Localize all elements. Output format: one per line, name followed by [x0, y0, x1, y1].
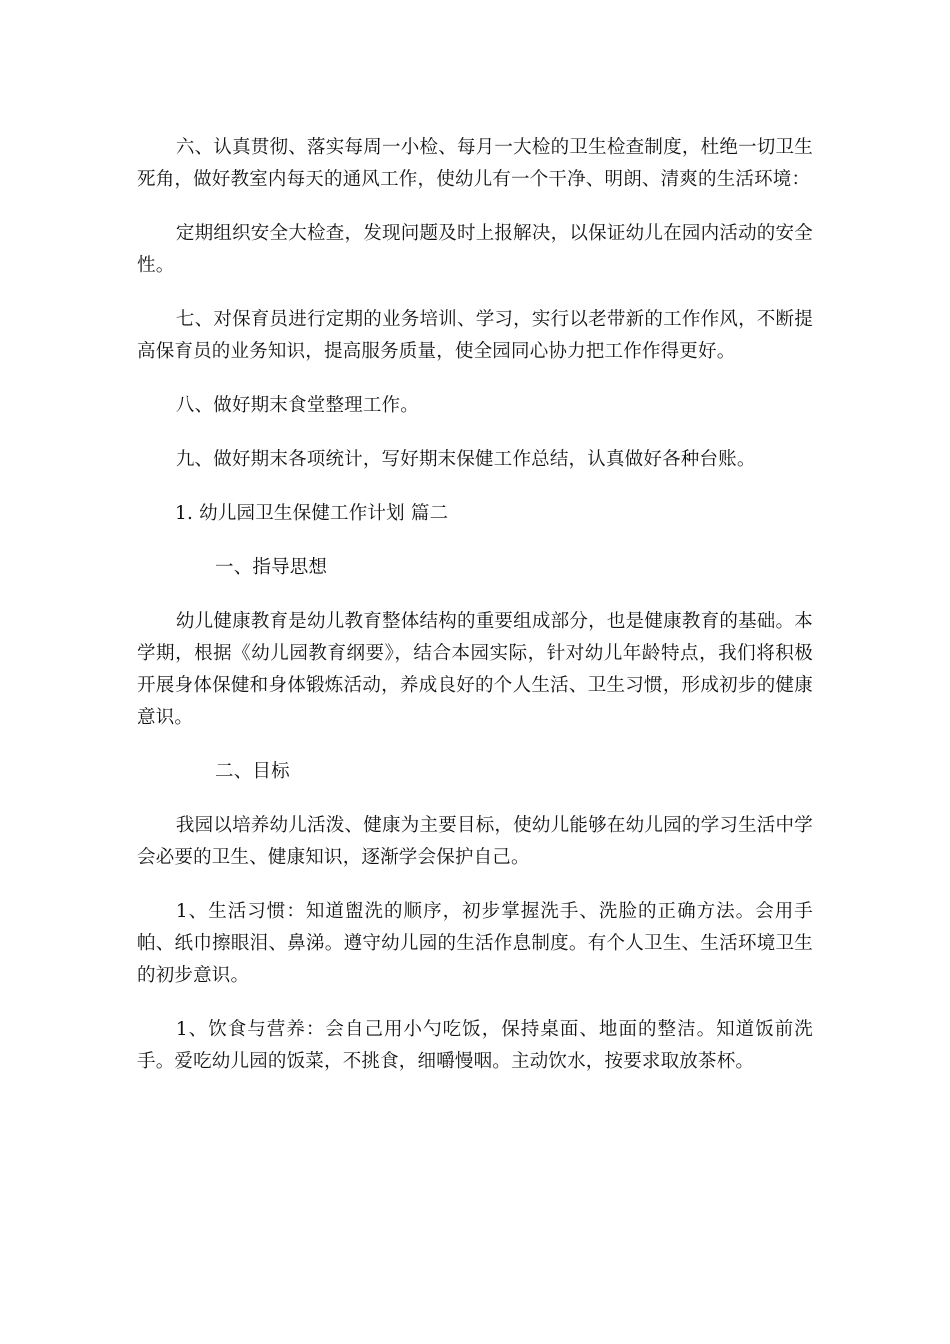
paragraph-eight: 八、做好期末食堂整理工作。 [175, 395, 419, 416]
paragraph-seven: 七、对保育员进行定期的业务培训、学习，实行以老带新的工作作风，不断提高保育员的业务知识，提高服务质量，使全园同心协力把工作作得更好。 [137, 309, 813, 362]
paragraph-nine: 九、做好期末各项统计，写好期末保健工作总结，认真做好各种台账。 [175, 449, 756, 470]
section-title: 1. 幼儿园卫生保健工作计划 篇二 [175, 503, 449, 524]
diet-paragraph: 1、饮食与营养：会自己用小勺吃饭，保持桌面、地面的整洁。知道饭前洗手。爱吃幼儿园的饭菜，不挑食，细嚼慢咽。主动饮水，按要求取放茶杯。 [137, 1019, 813, 1072]
guiding-paragraph: 幼儿健康教育是幼儿教育整体结构的重要组成部分，也是健康教育的基础。本学期，根据《幼儿园教育纲要》，结合本园实际，针对幼儿年龄特点，我们将积极开展身体保健和身体锻炼活动，养成良好的个人生活、卫生习惯，形成初步的健康意识。 [137, 611, 813, 728]
document-body [137, 132, 813, 1100]
guiding-heading: 一、指导思想 [215, 557, 328, 578]
goal-paragraph: 我园以培养幼儿活泼、健康为主要目标，使幼儿能够在幼儿园的学习生活中学会必要的卫生、健康知识，逐渐学会保护自己。 [137, 815, 813, 868]
paragraph-safety-check: 定期组织安全大检查，发现问题及时上报解决，以保证幼儿在园内活动的安全性。 [137, 223, 813, 276]
paragraph-six: 六、认真贯彻、落实每周一小检、每月一大检的卫生检查制度，杜绝一切卫生死角，做好教室内每天的通风工作，使幼儿有一个干净、明朗、清爽的生活环境： [137, 137, 813, 190]
habit-paragraph: 1、生活习惯：知道盥洗的顺序，初步掌握洗手、洗脸的正确方法。会用手帕、纸巾擦眼泪、鼻涕。遵守幼儿园的生活作息制度。有个人卫生、生活环境卫生的初步意识。 [137, 901, 813, 986]
goal-heading: 二、目标 [215, 761, 290, 782]
